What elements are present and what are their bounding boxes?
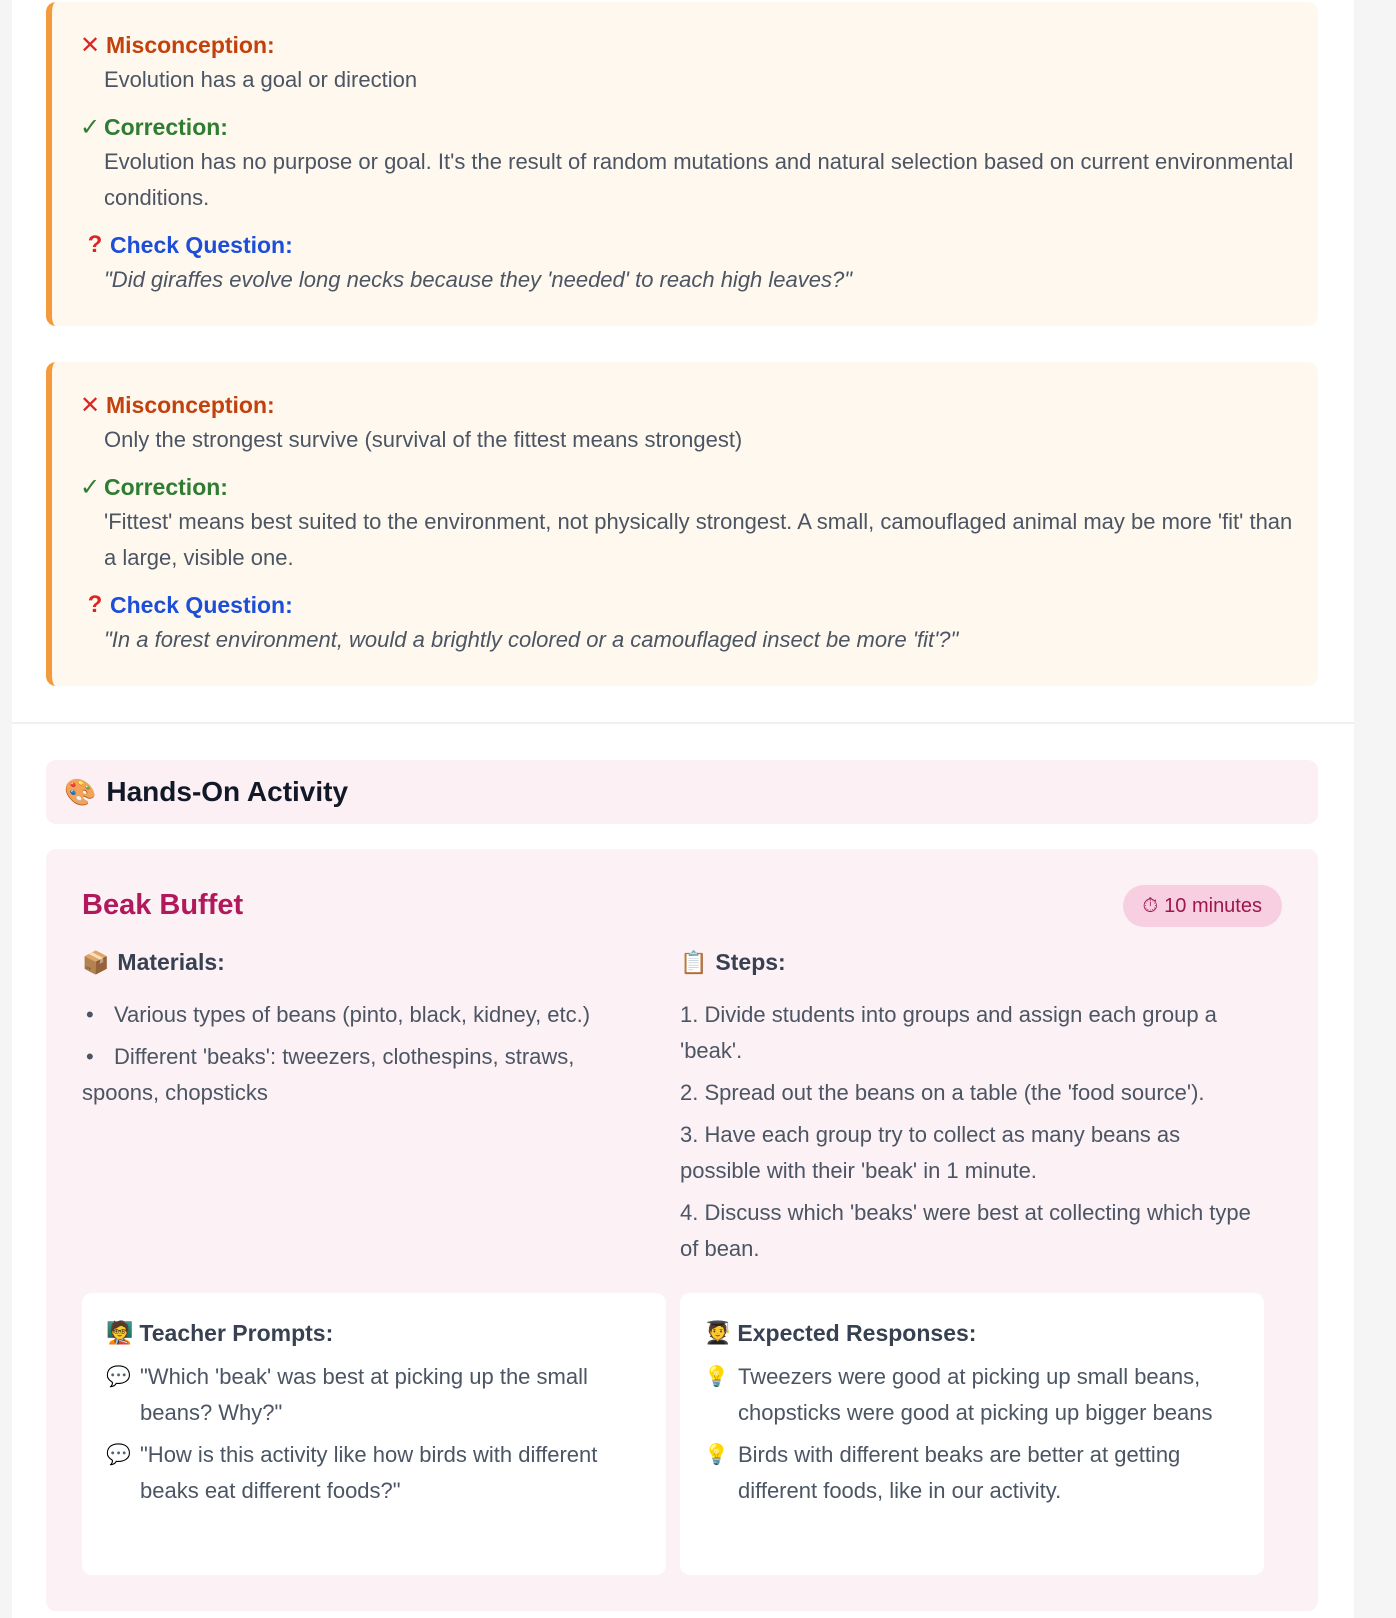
correction-heading bbox=[80, 470, 1294, 504]
correction-heading bbox=[80, 110, 1294, 144]
checkmark-icon: ✓ bbox=[80, 473, 101, 501]
correction-text: 'Fittest' means best suited to the environment, not physically strongest. A small, camouflaged animal may be more 'fit' than a large, visible one. bbox=[104, 509, 1293, 570]
list-item: 4. Discuss which 'beaks' were best at collecting which type of bean. bbox=[680, 1200, 1251, 1261]
palette-icon: 🎨 bbox=[64, 776, 97, 807]
teacher-prompts-list bbox=[106, 1359, 644, 1509]
speech-bubble-icon: 💬 bbox=[106, 1366, 131, 1388]
cross-icon: ✕ bbox=[80, 391, 101, 419]
check-question-text: "Did giraffes evolve long necks because they 'needed' to reach high leaves?" bbox=[104, 267, 853, 292]
list-item: 2. Spread out the beans on a table (the 'food source'). bbox=[680, 1080, 1205, 1105]
misconception-text: Evolution has a goal or direction bbox=[104, 67, 418, 92]
list-item: 💡 Birds with different beaks are better at getting different foods, like in our activity. bbox=[704, 1437, 1242, 1509]
scrollbar-track[interactable] bbox=[1354, 0, 1396, 1618]
cross-icon: ✕ bbox=[80, 31, 101, 59]
check-question-heading bbox=[80, 588, 1294, 622]
teacher-prompts-label: Teacher Prompts: bbox=[139, 1319, 334, 1346]
section-title: Hands-On Activity bbox=[106, 776, 349, 807]
activity-title: Beak Buffet bbox=[82, 889, 244, 921]
lesson-page bbox=[12, 0, 1354, 1618]
misconception-card bbox=[46, 362, 1318, 686]
misconception-label: Misconception: bbox=[106, 31, 275, 58]
check-question-heading bbox=[80, 228, 1294, 262]
check-question-label: Check Question: bbox=[110, 231, 293, 258]
activity-card bbox=[46, 849, 1318, 1611]
check-question-text: "In a forest environment, would a brightly colored or a camouflaged insect be more 'fit'?" bbox=[104, 627, 959, 652]
student-icon: 🧑‍🎓 bbox=[704, 1320, 732, 1345]
steps-heading bbox=[680, 949, 786, 976]
lightbulb-icon: 💡 bbox=[704, 1366, 729, 1388]
expected-responses-heading bbox=[704, 1317, 1242, 1349]
steps-label: Steps: bbox=[715, 949, 786, 975]
section-header bbox=[46, 760, 1318, 824]
question-mark-icon: ? bbox=[87, 231, 103, 258]
list-item: 💬 "Which 'beak' was best at picking up the small beans? Why?" bbox=[106, 1359, 644, 1431]
clipboard-icon: 📋 bbox=[680, 949, 708, 975]
materials-heading bbox=[82, 949, 225, 976]
lightbulb-icon: 💡 bbox=[704, 1444, 729, 1466]
correction-text: Evolution has no purpose or goal. It's the result of random mutations and natural selection based on current environmental conditions. bbox=[104, 149, 1294, 210]
misconception-heading bbox=[80, 28, 1294, 62]
expected-responses-label: Expected Responses: bbox=[737, 1319, 977, 1346]
correction-label: Correction: bbox=[104, 473, 228, 500]
checkmark-icon: ✓ bbox=[80, 113, 101, 141]
bullet-icon: • bbox=[86, 1044, 94, 1069]
materials-label: Materials: bbox=[117, 949, 225, 975]
teacher-prompts-box bbox=[82, 1293, 666, 1575]
correction-label: Correction: bbox=[104, 113, 228, 140]
materials-list bbox=[82, 997, 642, 1117]
misconception-label: Misconception: bbox=[106, 391, 275, 418]
steps-list bbox=[680, 997, 1265, 1273]
package-icon: 📦 bbox=[82, 949, 110, 975]
list-item: 3. Have each group try to collect as many beans as possible with their 'beak' in 1 minute. bbox=[680, 1122, 1181, 1183]
duration-badge bbox=[1123, 885, 1282, 927]
expected-responses-box bbox=[680, 1293, 1264, 1575]
check-question-label: Check Question: bbox=[110, 591, 293, 618]
section-divider bbox=[12, 722, 1354, 724]
list-item: 💡 Tweezers were good at picking up small beans, chopsticks were good at picking up bigger beans bbox=[704, 1359, 1242, 1431]
misconception-text: Only the strongest survive (survival of the fittest means strongest) bbox=[104, 427, 743, 452]
expected-responses-list bbox=[704, 1359, 1242, 1509]
teacher-prompts-heading bbox=[106, 1317, 644, 1349]
misconception-heading bbox=[80, 388, 1294, 422]
stopwatch-icon: ⏱ bbox=[1142, 894, 1159, 917]
list-item: • Various types of beans (pinto, black, kidney, etc.) bbox=[82, 997, 642, 1033]
list-item: 💬 "How is this activity like how birds with different beaks eat different foods?" bbox=[106, 1437, 644, 1509]
bullet-icon: • bbox=[86, 1002, 94, 1027]
list-item: 1. Divide students into groups and assign each group a 'beak'. bbox=[680, 1002, 1217, 1063]
speech-bubble-icon: 💬 bbox=[106, 1444, 131, 1466]
list-item: • Different 'beaks': tweezers, clothespins, straws, spoons, chopsticks bbox=[82, 1039, 642, 1111]
duration-text: 10 minutes bbox=[1164, 894, 1262, 917]
misconception-card bbox=[46, 2, 1318, 326]
question-mark-icon: ? bbox=[87, 591, 103, 618]
teacher-icon: 🧑‍🏫 bbox=[106, 1320, 134, 1345]
